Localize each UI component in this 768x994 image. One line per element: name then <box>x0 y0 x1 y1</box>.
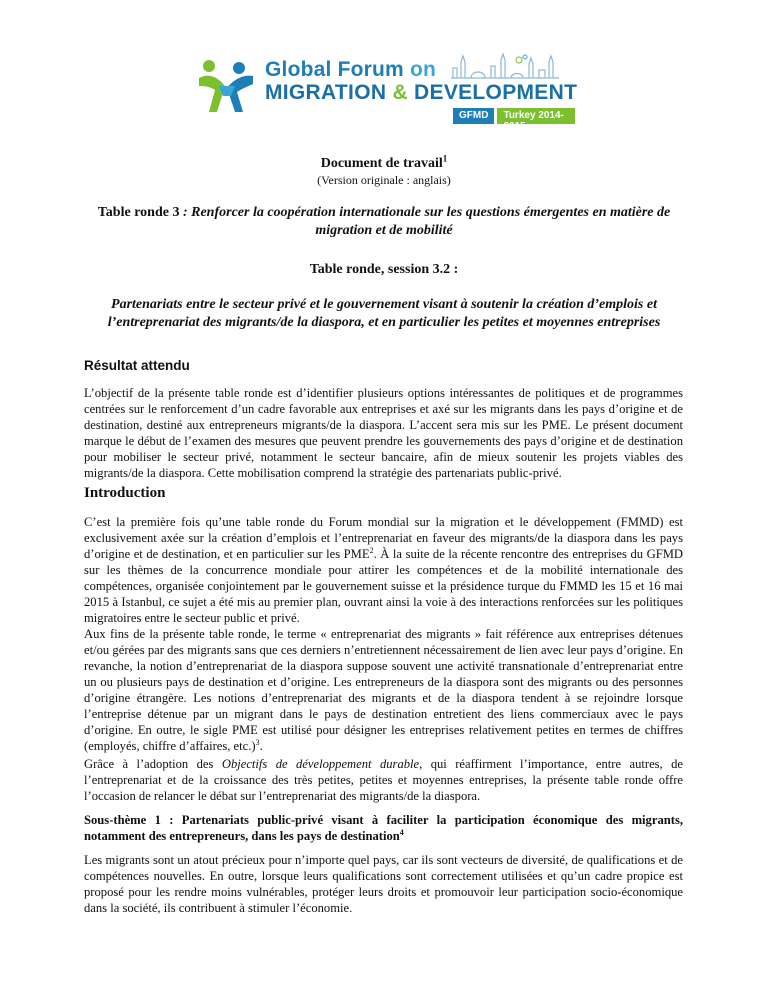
introduction-heading: Introduction <box>84 485 166 501</box>
logo-line-1: Global Forum on <box>265 58 436 81</box>
footnote-ref-4: 4 <box>399 827 404 837</box>
intro-paragraph-3: Grâce à l’adoption des Objectifs de développement durable, qui réaffirment l’importance, entre autres, de l’entreprenariat et de la croissance des très petites, petites et moyennes entreprises, la présente table ronde offre l’occasion de relancer le débat sur l’entreprenariat des migrants/de la diaspora. <box>84 757 684 803</box>
footnote-ref-1: 1 <box>442 153 448 164</box>
intro-paragraph-1: C’est la première fois qu’une table ronde du Forum mondial sur la migration et le développement (FMMD) est exclusivement axée sur la création d’emplois et l’entreprenariat en faveur des migrants/de la diaspora dans les pays d’origine et de destination, et en particulier sur les PME$^2$. À la suite de la récente rencontre des entreprises du GFMD sur les thèmes de la concurrence mondiale pour attirer les compétences et de la mobilité internationale des compétences, organisée conjointement par le gouvernement suisse et la présidence turque du FMMD les 15 et 16 mai 2015 à Istanbul, ce sujet a été mis au premier plan, ouvrant ainsi la voie à des interactions renforcées sur les politiques migratoires entre le secteur public et privé. <box>84 515 683 625</box>
logo-tag <box>453 108 575 132</box>
footnote-ref-2: 2 <box>369 545 374 555</box>
gfmd-logo <box>195 52 578 132</box>
subtheme-1-paragraph: Les migrants sont un atout précieux pour n’importe quel pays, car ils sont vecteurs de diversité, de qualifications et de compétences nouvelles. En outre, lorsque leurs qualifications sont correctement utilisées et qu’un cadre propice est proposé pour les rendre moins vulnérables, protéger leurs droits et promouvoir leur participation socio-économique dans la société, ils contribuent à stimuler l’économie. <box>84 853 683 915</box>
logo-tag-gfmd: GFMD <box>453 108 494 124</box>
document-title: Document de travail$^1$ <box>320 153 448 171</box>
roundtable-title: Table ronde 3 : Renforcer la coopération internationale sur les questions émergentes en matière de migration et de mobilité <box>97 205 671 238</box>
result-paragraph: L’objectif de la présente table ronde est d’identifier plusieurs options intéressantes de politiques et de programmes centrées sur le renforcement d’un cadre favorable aux entreprises et axé sur les migrants dans les pays d’origine et de destination, destiné aux entrepreneurs migrants/de la diaspora. L’accent sera mis sur les PME. Le présent document marque le début de l’examen des mesures que peuvent prendre les gouvernements des pays d’origine et de destination pour mobiliser le secteur privé, notamment le secteur bancaire, afin de mieux soutenir les projets viables des migrants/de la diaspora. Cette mobilisation comprend la stratégie des partenariats public-privé. <box>84 386 683 480</box>
logo-line-2: MIGRATION & DEVELOPMENT <box>265 81 578 104</box>
result-heading: Résultat attendu <box>84 358 190 373</box>
footnote-ref-3: 3 <box>255 737 260 747</box>
session-theme: Partenariats entre le secteur privé et le gouvernement visant à soutenir la création d’emplois et l’entreprenariat des migrants/de la diaspora, et en particulier les petites et moyennes entreprises <box>107 297 661 330</box>
intro-paragraph-2: Aux fins de la présente table ronde, le terme « entreprenariat des migrants » fait référence aux entreprises détenues et/ou gérées par des migrants sans que ces derniers n’entretiennent nécessairement de lien avec leur pays d’origine. En revanche, la notion d’entreprenariat de la diaspora suppose souvent une activité transnationale d’entreprenariat entre un ou plusieurs pays de destination et d’origine. Les entrepreneurs de la diaspora sont des migrants ou des personnes d’origine étrangère. Les notions d’entreprenariat des migrants et de la diaspora tendent à se rejoindre lorsque l’entreprise détenue par un migrant dans le pays de destination entretient des liens commerciaux avec le pays d’origine. En outre, le sigle PME est utilisé pour désigner les entreprises relativement petites en termes de chiffres (employés, chiffre d’affaires, etc.)$^3$. <box>84 627 683 753</box>
istanbul-skyline-icon <box>451 52 561 80</box>
logo-tag-turkey: Turkey 2014-2015 <box>497 108 575 124</box>
subtheme-1-heading: Sous-thème 1 : Partenariats public-privé visant à faciliter la participation économique des migrants, notamment des entrepreneurs, dans les pays de destination$^4$ <box>84 813 683 843</box>
session-title: Table ronde, session 3.2 : <box>309 262 459 277</box>
document-subtitle: (Version originale : anglais) <box>317 173 451 187</box>
gfmd-figures-icon <box>195 56 257 118</box>
